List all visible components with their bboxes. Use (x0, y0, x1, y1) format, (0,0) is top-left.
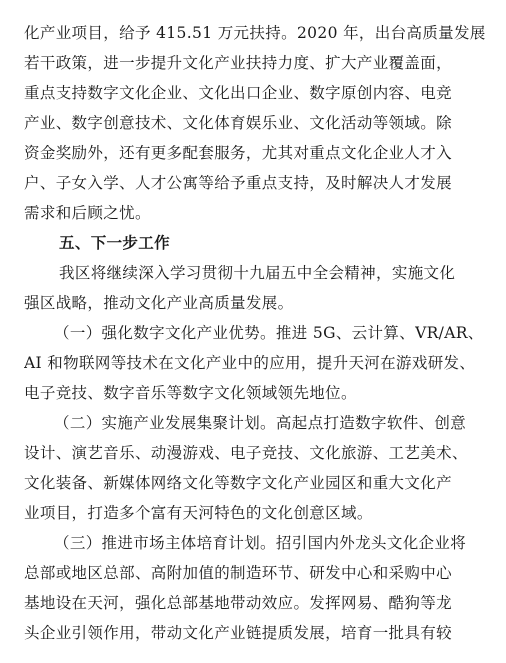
body-text-line: 基地设在天河，强化总部基地带动效应。发挥网易、酷狗等龙 (24, 594, 452, 612)
body-text-line: （三）推进市场主体培育计划。招引国内外龙头文化企业将 (54, 534, 467, 552)
body-text-line: 需求和后顾之忧。 (24, 204, 151, 222)
body-text-line: （二）实施产业发展集聚计划。高起点打造数字软件、创意 (54, 414, 467, 432)
body-text-line: 若干政策，进一步提升文化产业扶持力度、扩大产业覆盖面， (24, 54, 452, 72)
body-text-line: 产业、数字创意技术、文化体育娱乐业、文化活动等领域。除 (24, 114, 452, 132)
body-text-line: 业项目，打造多个富有天河特色的文化创意区域。 (24, 504, 373, 522)
body-text-line: 文化装备、新媒体网络文化等数字文化产业园区和重大文化产 (24, 474, 452, 492)
body-text-line: 化产业项目，给予 415.51 万元扶持。2020 年，出台高质量发展 (24, 24, 486, 42)
body-text-line: 户、子女入学、人才公寓等给予重点支持，及时解决人才发展 (24, 174, 452, 192)
body-text-line: 电子竞技、数字音乐等数字文化领域领先地位。 (24, 384, 357, 402)
body-text-line: AI 和物联网等技术在文化产业中的应用，提升天河在游戏研发、 (24, 354, 476, 372)
body-text-line: 头企业引领作用，带动文化产业链提质发展，培育一批具有较 (24, 624, 452, 642)
body-text-line: 设计、演艺音乐、动漫游戏、电子竞技、文化旅游、工艺美术、 (24, 444, 468, 462)
body-text-line: 强区战略，推动文化产业高质量发展。 (24, 294, 294, 312)
body-text-line: 总部或地区总部、高附加值的制造环节、研发中心和采购中心 (24, 564, 452, 582)
body-text-line: 资金奖励外，还有更多配套服务，尤其对重点文化企业人才入 (24, 144, 452, 162)
body-text-line: 我区将继续深入学习贯彻十九届五中全会精神，实施文化 (59, 264, 456, 282)
body-text-line: 重点支持数字文化企业、文化出口企业、数字原创内容、电竞 (24, 84, 452, 102)
body-text-line: （一）强化数字文化产业优势。推进 5G、云计算、VR/AR、 (54, 324, 484, 342)
section-heading: 五、下一步工作 (59, 233, 170, 252)
